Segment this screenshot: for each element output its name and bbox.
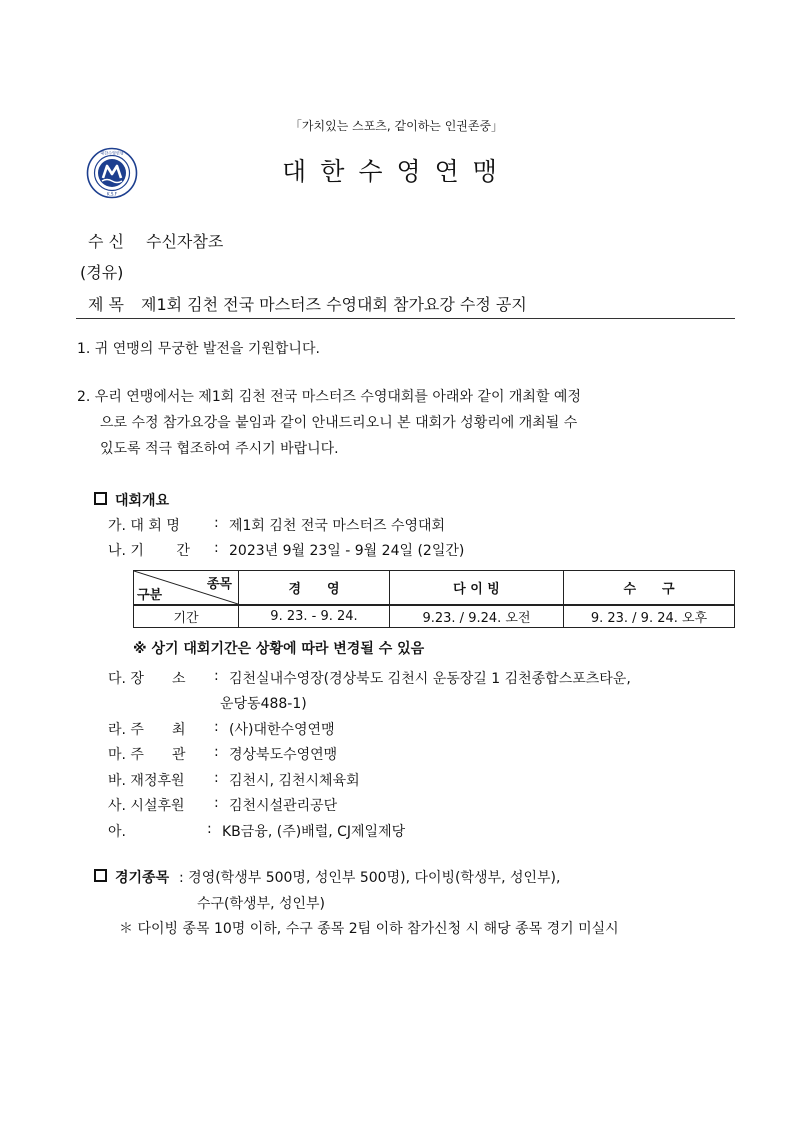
checkbox-square-icon (94, 492, 107, 505)
overview-item-venue-value-2: 운당동488-1) (220, 696, 307, 712)
corner-top-label: 종목 (206, 577, 232, 592)
overview-item-finance-value: 김천시, 김천시체육회 (229, 773, 360, 789)
overview-item-name-label: 가. 대 회 명 (108, 518, 180, 534)
overview-item-period-value: 2023년 9월 23일 - 9월 24일 (2일간) (229, 543, 465, 559)
events-heading: 경기종목 (94, 867, 169, 887)
overview-item-host-label: 라. 주 최 (108, 722, 186, 738)
overview-item-sponsor-sep: : (207, 821, 212, 837)
subject-label: 제 목 (88, 295, 124, 314)
events-line-1: : 경영(학생부 500명, 성인부 500명), 다이빙(학생부, 성인부), (179, 870, 561, 886)
paragraph-1: 1. 귀 연맹의 무궁한 발전을 기원합니다. (77, 341, 320, 357)
overview-item-name-sep: : (214, 515, 219, 531)
schedule-header-row (134, 571, 735, 606)
overview-item-period-label: 나. 기 간 (108, 543, 190, 559)
overview-item-venue-value: 김천실내수영장(경상북도 김천시 운동장길 1 김천종합스포츠타운, (229, 671, 631, 687)
events-line-2: 수구(학생부, 성인부) (197, 896, 326, 912)
overview-item-name-value: 제1회 김천 전국 마스터즈 수영대회 (229, 518, 446, 534)
overview-item-organizer-label: 마. 주 관 (108, 747, 186, 763)
events-footnote: ＊ 다이빙 종목 10명 이하, 수구 종목 2팀 이하 참가신청 시 해당 종목 경기 미실시 (119, 921, 619, 937)
schedule-note: ※ 상기 대회기간은 상황에 따라 변경될 수 있음 (133, 641, 425, 657)
row-label-period: 기간 (134, 605, 239, 628)
corner-bottom-label: 구분 (137, 588, 163, 603)
overview-item-period-sep: : (214, 540, 219, 556)
header-swimming: 경 영 (239, 571, 390, 606)
overview-item-sponsor-label: 아. (108, 824, 126, 840)
schedule-table (133, 570, 735, 628)
overview-item-organizer-sep: : (214, 744, 219, 760)
recipient-label: 수 신 (88, 232, 124, 251)
overview-item-host-value: (사)대한수영연맹 (229, 722, 335, 738)
cell-waterpolo-period: 9. 23. / 9. 24. 오후 (564, 605, 735, 628)
checkbox-square-icon (94, 869, 107, 882)
overview-item-finance-label: 바. 재정후원 (108, 773, 185, 789)
paragraph-2-line-3: 있도록 적극 협조하여 주시기 바랍니다. (100, 441, 339, 457)
subject-value: 제1회 김천 전국 마스터즈 수영대회 참가요강 수정 공지 (141, 295, 527, 314)
overview-heading: 대회개요 (94, 490, 169, 510)
overview-item-facility-value: 김천시설관리공단 (229, 798, 338, 814)
overview-item-venue-sep: : (214, 668, 219, 684)
overview-item-facility-label: 사. 시설후원 (108, 798, 185, 814)
logo-ring-text: 대한수영연맹 (100, 150, 124, 156)
schedule-corner-cell (134, 571, 239, 606)
logo-bottom-text: K.S.F (106, 191, 118, 197)
recipient-value: 수신자참조 (146, 232, 224, 251)
overview-item-organizer-value: 경상북도수영연맹 (229, 747, 338, 763)
header-waterpolo: 수 구 (564, 571, 735, 606)
paragraph-2-line-2: 으로 수정 참가요강을 붙임과 같이 안내드리오니 본 대회가 성황리에 개최될 수 (100, 415, 578, 431)
schedule-row-period (134, 605, 735, 628)
org-title: 대한수영연맹 (282, 157, 511, 186)
header-divider (76, 318, 735, 319)
via-line: (경유) (80, 263, 124, 282)
overview-item-sponsor-value: KB금융, (주)배럴, CJ제일제당 (222, 824, 406, 840)
overview-item-finance-sep: : (214, 770, 219, 786)
cell-diving-period: 9.23. / 9.24. 오전 (390, 605, 564, 628)
slogan: 「가치있는 스포츠, 같이하는 인권존중」 (289, 119, 504, 133)
cell-swimming-period: 9. 23. - 9. 24. (239, 605, 390, 628)
paragraph-2-line-1: 2. 우리 연맹에서는 제1회 김천 전국 마스터즈 수영대회를 아래와 같이 개최할 예정 (77, 389, 581, 405)
overview-item-host-sep: : (214, 719, 219, 735)
header-diving: 다 이 빙 (390, 571, 564, 606)
overview-item-venue-label: 다. 장 소 (108, 671, 186, 687)
overview-item-facility-sep: : (214, 795, 219, 811)
